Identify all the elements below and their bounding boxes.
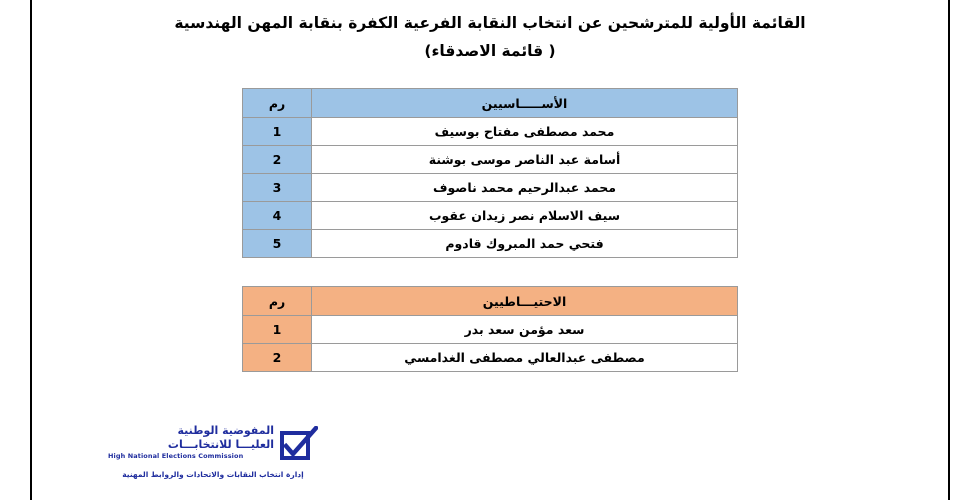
candidate-name: أسامة عبد الناصر موسى بوشنة xyxy=(312,146,738,174)
candidate-number: 4 xyxy=(243,202,312,230)
page-margin-rule-right xyxy=(948,0,950,500)
page-title: القائمة الأولية للمترشحين عن انتخاب النقابة الفرعية الكفرة بنقابة المهن الهندسية xyxy=(174,14,806,32)
table-row xyxy=(243,344,738,372)
logo-text-block xyxy=(108,424,274,461)
column-header-name: الأســـــاسيين xyxy=(312,89,738,118)
table-row xyxy=(243,316,738,344)
reserve-candidates-table xyxy=(242,286,738,372)
table-row xyxy=(243,230,738,258)
table-row xyxy=(243,146,738,174)
document-page xyxy=(32,0,948,500)
logo-department-line: إدارة انتخاب النقابات والاتحادات والروابط المهنية xyxy=(122,470,304,479)
table-row xyxy=(243,174,738,202)
table-header-row xyxy=(243,89,738,118)
checkbox-check-icon xyxy=(280,426,318,460)
commission-logo xyxy=(108,424,318,488)
column-header-name: الاحتيـــاطيين xyxy=(312,287,738,316)
candidate-name: مصطفى عبدالعالي مصطفى الغدامسي xyxy=(312,344,738,372)
table-row xyxy=(243,118,738,146)
candidate-name: محمد مصطفى مفتاح بوسيف xyxy=(312,118,738,146)
logo-arabic-line-1: المفوضية الوطنية xyxy=(177,424,274,437)
column-header-number: رم xyxy=(243,287,312,316)
reserve-candidates-table-wrapper xyxy=(243,286,738,372)
candidate-name: سيف الاسلام نصر زيدان عقوب xyxy=(312,202,738,230)
page-subtitle: ( قائمة الاصدقاء) xyxy=(424,42,556,61)
candidate-number: 3 xyxy=(243,174,312,202)
table-row xyxy=(243,202,738,230)
candidate-name: سعد مؤمن سعد بدر xyxy=(312,316,738,344)
primary-candidates-table-wrapper xyxy=(243,88,738,258)
candidate-name: محمد عبدالرحيم محمد ناصوف xyxy=(312,174,738,202)
candidate-name: فتحي حمد المبروك قادوم xyxy=(312,230,738,258)
candidate-number: 1 xyxy=(243,316,312,344)
primary-candidates-table xyxy=(242,88,738,258)
candidate-number: 1 xyxy=(243,118,312,146)
candidate-number: 2 xyxy=(243,146,312,174)
table-header-row xyxy=(243,287,738,316)
logo-english-name: High National Elections Commission xyxy=(108,451,244,460)
candidate-number: 2 xyxy=(243,344,312,372)
logo-arabic-line-2: العليـــا للانتخابـــات xyxy=(167,437,274,451)
title-block xyxy=(32,12,948,60)
column-header-number: رم xyxy=(243,89,312,118)
candidate-number: 5 xyxy=(243,230,312,258)
